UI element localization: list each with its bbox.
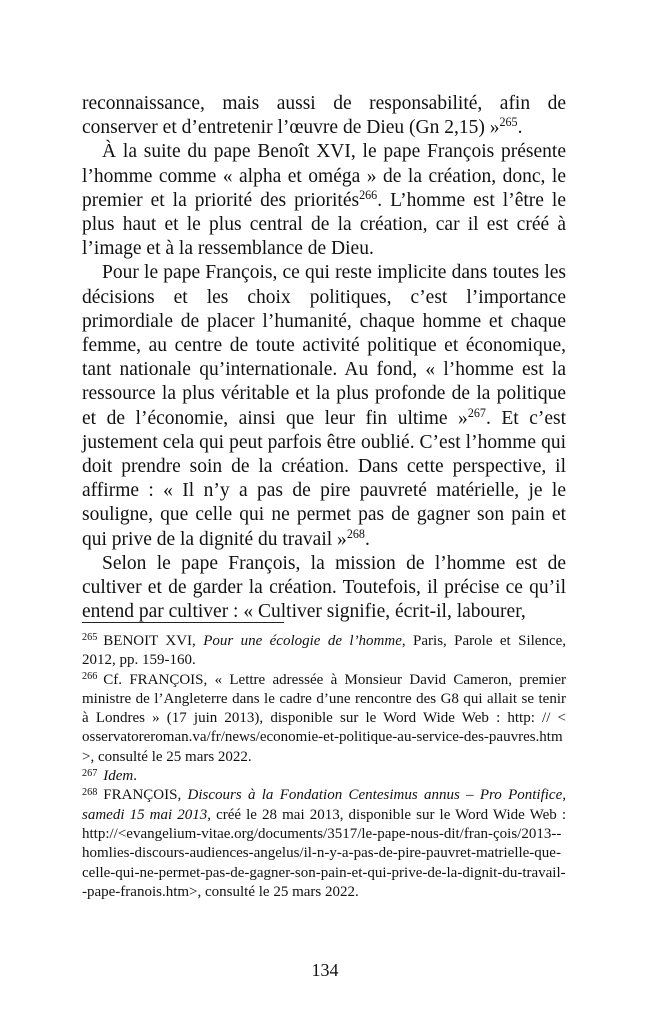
page-number: 134 [311,960,339,980]
footnote-ref-266[interactable]: 266 [359,187,378,202]
footnote-number: 267 [82,767,98,779]
footnote-ref-265[interactable]: 265 [499,114,518,129]
footnote-267: $^{267}$ Idem. [82,767,138,785]
paragraph-2: À la suite du pape Benoît XVI, le pape François présente l’homme comme « alpha et oméga » de la création, donc, le premier et la priorité des priorités$^{266}$. L’homme est l’être le plus haut et le plus central de la création, car il est créé à l’image et à la ressemblance de Dieu. [82,141,566,260]
paragraph-3: Pour le pape François, ce qui reste implicite dans toutes les décisions et les choix politiques, c’est l’importance primordiale de placer l’humanité, chaque homme et chaque femme, au centre de toute activité politique et économique, tant nationale qu’internationale. Au fond, « l’homme est la ressource la plus véritable et la plus profonde de la politique et de l’économie, ainsi que leur fin ultime »$^{267}$. Et c’est justement cela qui peut parfois être oublié. C’est l’homme qui doit prendre soin de la création. Dans cette perspective, il affirme : « Il n’y a pas de pire pauvreté matérielle, je le souligne, que celle qui ne permet pas de gagner son pain et qui prive de la dignité du travail »$^{268}$. [82,262,567,550]
paragraph-1: reconnaissance, mais aussi de responsabilité, afin de conserver et d’entretenir l’œuvre de Dieu (Gn 2,15) »$^{265}$. [82,93,566,139]
footnote-ref-267[interactable]: 267 [467,405,486,420]
footnote-268: $^{268}$ FRANÇOIS, Discours à la Fondation Centesimus annus – Pro Pontifice, samedi 15 mai 2013, créé le 28 mai 2013, disponible sur le Word Wide Web : http://<evangelium-vitae.org/documents/3517/le-pape-nous-dit/fran-çois/2013--homlies-discours-audiences-angelus/il-n-y-a-pas-de-pire-pauvret-matrielle-que-celle-qui-ne-permet-pas-de-gagner-son-pain-et-qui-prive-de-la-dignit-du-travail--pape-franois.htm>, consulté le 25 mars 2022. [82,786,566,900]
footnotes [82,632,566,902]
footnote-separator [82,622,284,623]
footnote-number: 266 [82,671,98,683]
main-text [82,92,566,624]
footnote-266: $^{266}$ Cf. FRANÇOIS, « Lettre adressée à Monsieur David Cameron, premier ministre de l’Angleterre dans le cadre d’une rencontre des G8 qui allait se tenir à Londres » (17 juin 2013), disponible sur le Word Wide Web : http: // < osservatoreroman.va/fr/news/economie-et-politique-au-service-des-pauvres.htm >, consulté le 25 mars 2022. [82,671,566,765]
paragraph-4: Selon le pape François, la mission de l’homme est de cultiver et de garder la création. Toutefois, il précise ce qu’il entend par cultiver : « Cultiver signifie, écrit-il, labourer, [82,552,566,623]
footnote-number: 268 [82,786,98,798]
footnote-number: 265 [82,632,98,644]
footnote-ref-268[interactable]: 268 [346,526,365,541]
footnote-265: $^{265}$ BENOIT XVI, Pour une écologie de l’homme, Paris, Parole et Silence, 2012, pp. 159-160. [82,632,567,669]
